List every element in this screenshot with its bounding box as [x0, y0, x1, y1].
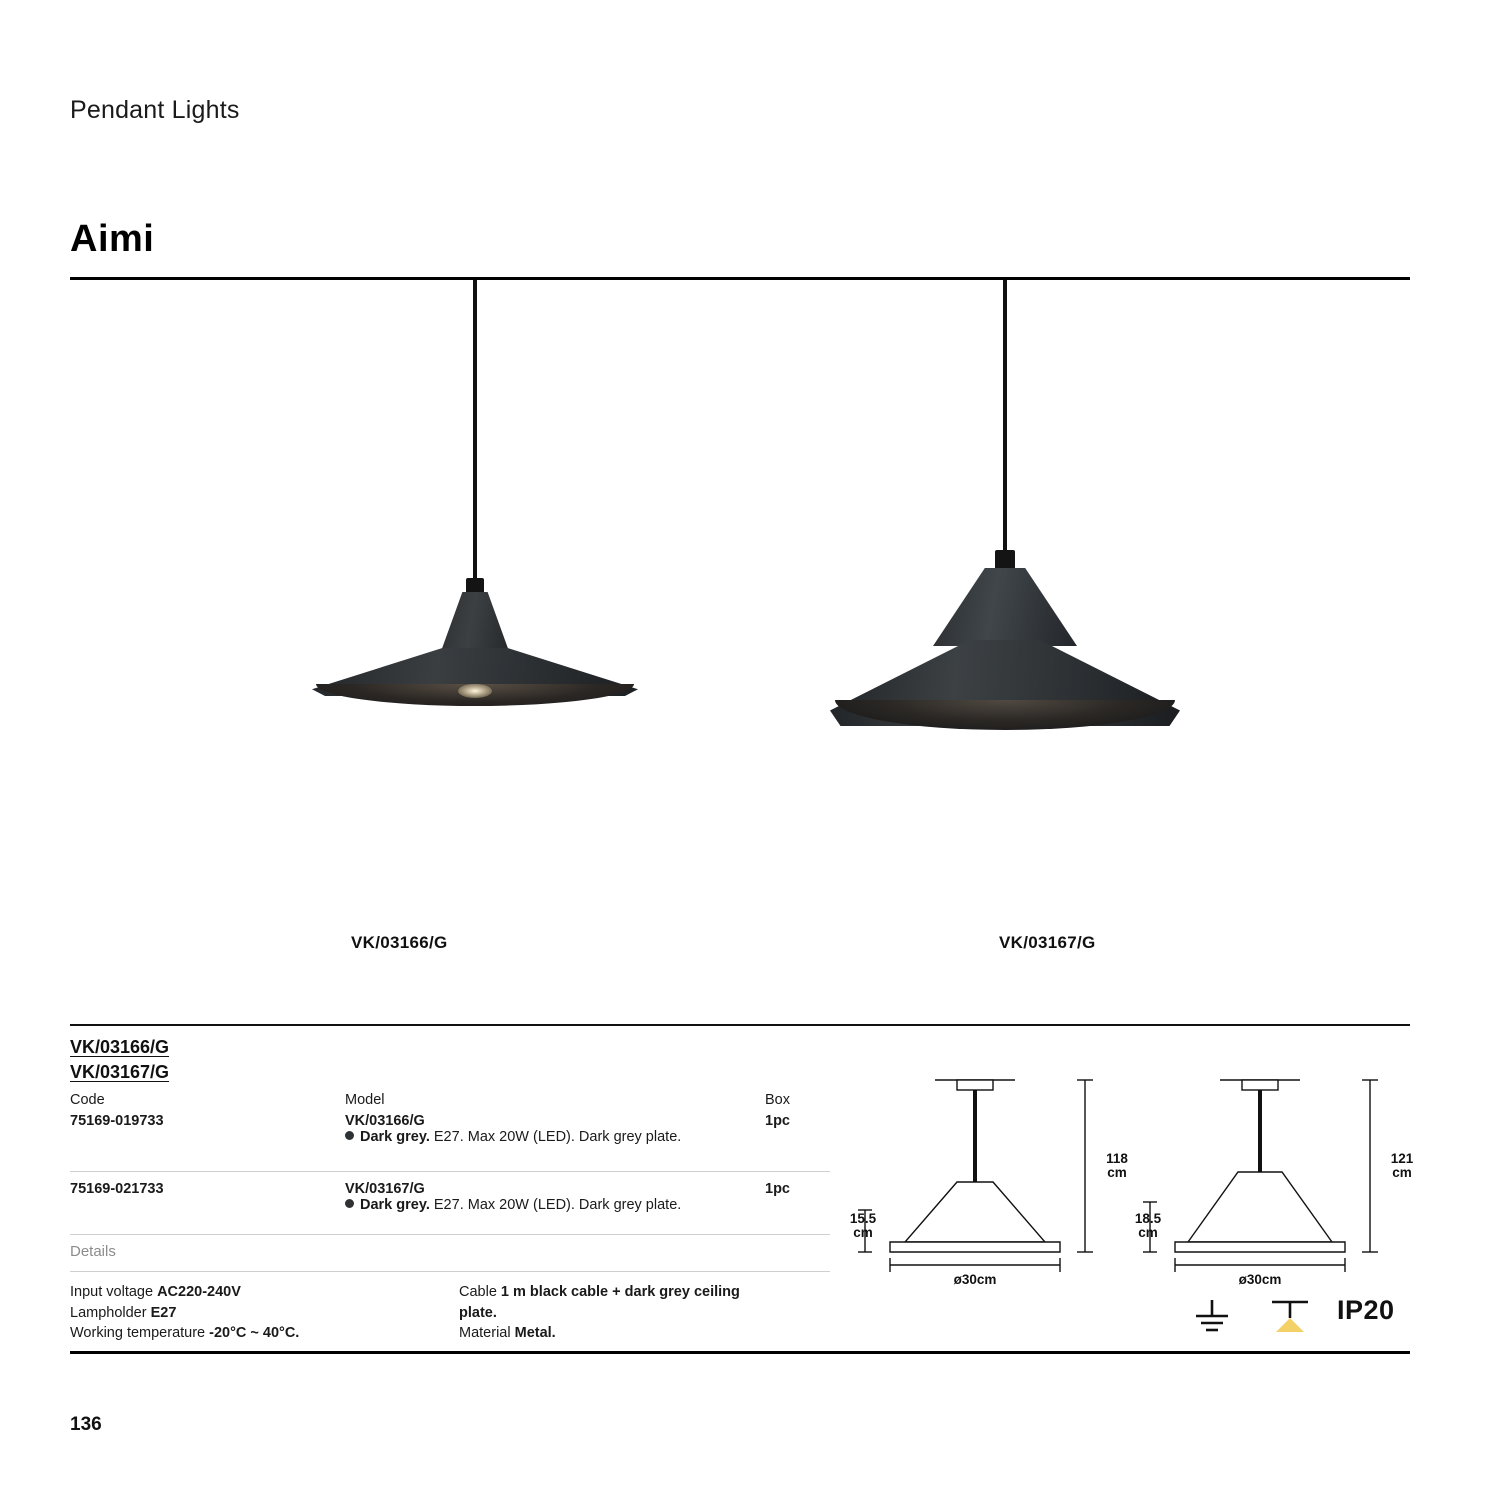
cell-desc-text: E27. Max 20W (LED). Dark grey plate.	[433, 1197, 682, 1213]
table-header-row	[70, 1092, 830, 1113]
cell-code: 75169-019733	[70, 1113, 164, 1129]
cable	[473, 280, 477, 580]
cell-model: VK/03167/G	[345, 1181, 425, 1197]
detail-input-voltage: Input voltage AC220-240V	[70, 1284, 241, 1300]
shade-cone	[440, 592, 510, 654]
technical-drawings	[845, 1060, 1414, 1300]
cell-model: VK/03166/G	[345, 1113, 425, 1129]
product-images	[70, 280, 1410, 970]
page-title: Aimi	[70, 218, 155, 260]
dim-shade-height-1: 15.5 cm	[849, 1211, 877, 1241]
column-header-box: Box	[765, 1092, 790, 1108]
product-image-vk03166g	[245, 280, 705, 970]
code-heading-2: VK/03167/G	[70, 1062, 170, 1082]
column-header-model: Model	[345, 1092, 385, 1108]
page-number: 136	[70, 1414, 102, 1435]
ip-rating-label: IP20	[1337, 1295, 1395, 1325]
earth-icon	[1196, 1300, 1228, 1330]
dim-diameter-1: ø30cm	[953, 1272, 997, 1287]
cell-color: Dark grey.	[360, 1129, 430, 1145]
table-row-detail	[70, 1197, 830, 1213]
product-image-vk03167g	[770, 280, 1240, 970]
detail-cable: Cable 1 m black cable + dark grey ceiling plate.	[459, 1284, 740, 1321]
row-divider-1	[70, 1171, 830, 1172]
row-divider-3	[70, 1271, 830, 1272]
dim-height-2: 121 cm	[1390, 1151, 1414, 1181]
detail-working-temperature: Working temperature -20°C ~ 40°C.	[70, 1325, 300, 1342]
cell-box: 1pc	[765, 1113, 790, 1129]
color-swatch-icon	[345, 1131, 354, 1140]
code-heading-1: VK/03166/G	[70, 1037, 170, 1057]
details-left-column	[70, 1282, 299, 1344]
cell-description	[345, 1197, 830, 1213]
bottom-divider	[70, 1351, 1410, 1354]
cell-color: Dark grey.	[360, 1197, 430, 1213]
spec-divider	[70, 1024, 1410, 1026]
table-row-detail	[70, 1129, 830, 1145]
downlight-icon	[1272, 1302, 1308, 1332]
cable	[1003, 280, 1007, 552]
details-label: Details	[70, 1243, 116, 1260]
column-header-code: Code	[70, 1092, 105, 1108]
bulb-glow	[458, 684, 492, 698]
product-caption-2: VK/03167/G	[999, 933, 1096, 952]
dim-diameter-2: ø30cm	[1238, 1272, 1282, 1287]
cell-code: 75169-021733	[70, 1181, 164, 1197]
details-right-column	[459, 1282, 769, 1344]
cell-desc-text: E27. Max 20W (LED). Dark grey plate.	[433, 1129, 682, 1145]
cell-box: 1pc	[765, 1181, 790, 1197]
spec-table	[70, 1092, 830, 1213]
category-label: Pendant Lights	[70, 96, 240, 124]
product-caption-1: VK/03166/G	[351, 933, 448, 952]
row-divider-2	[70, 1234, 830, 1235]
table-row	[70, 1181, 830, 1197]
color-swatch-icon	[345, 1199, 354, 1208]
detail-material: Material Metal.	[459, 1325, 556, 1342]
dim-height-1: 118 cm	[1106, 1151, 1128, 1181]
dim-shade-height-2: 18.5 cm	[1134, 1211, 1162, 1241]
table-row	[70, 1113, 830, 1129]
shade-cone	[933, 568, 1077, 646]
detail-lampholder: Lampholder E27	[70, 1304, 177, 1321]
cell-description	[345, 1129, 830, 1145]
